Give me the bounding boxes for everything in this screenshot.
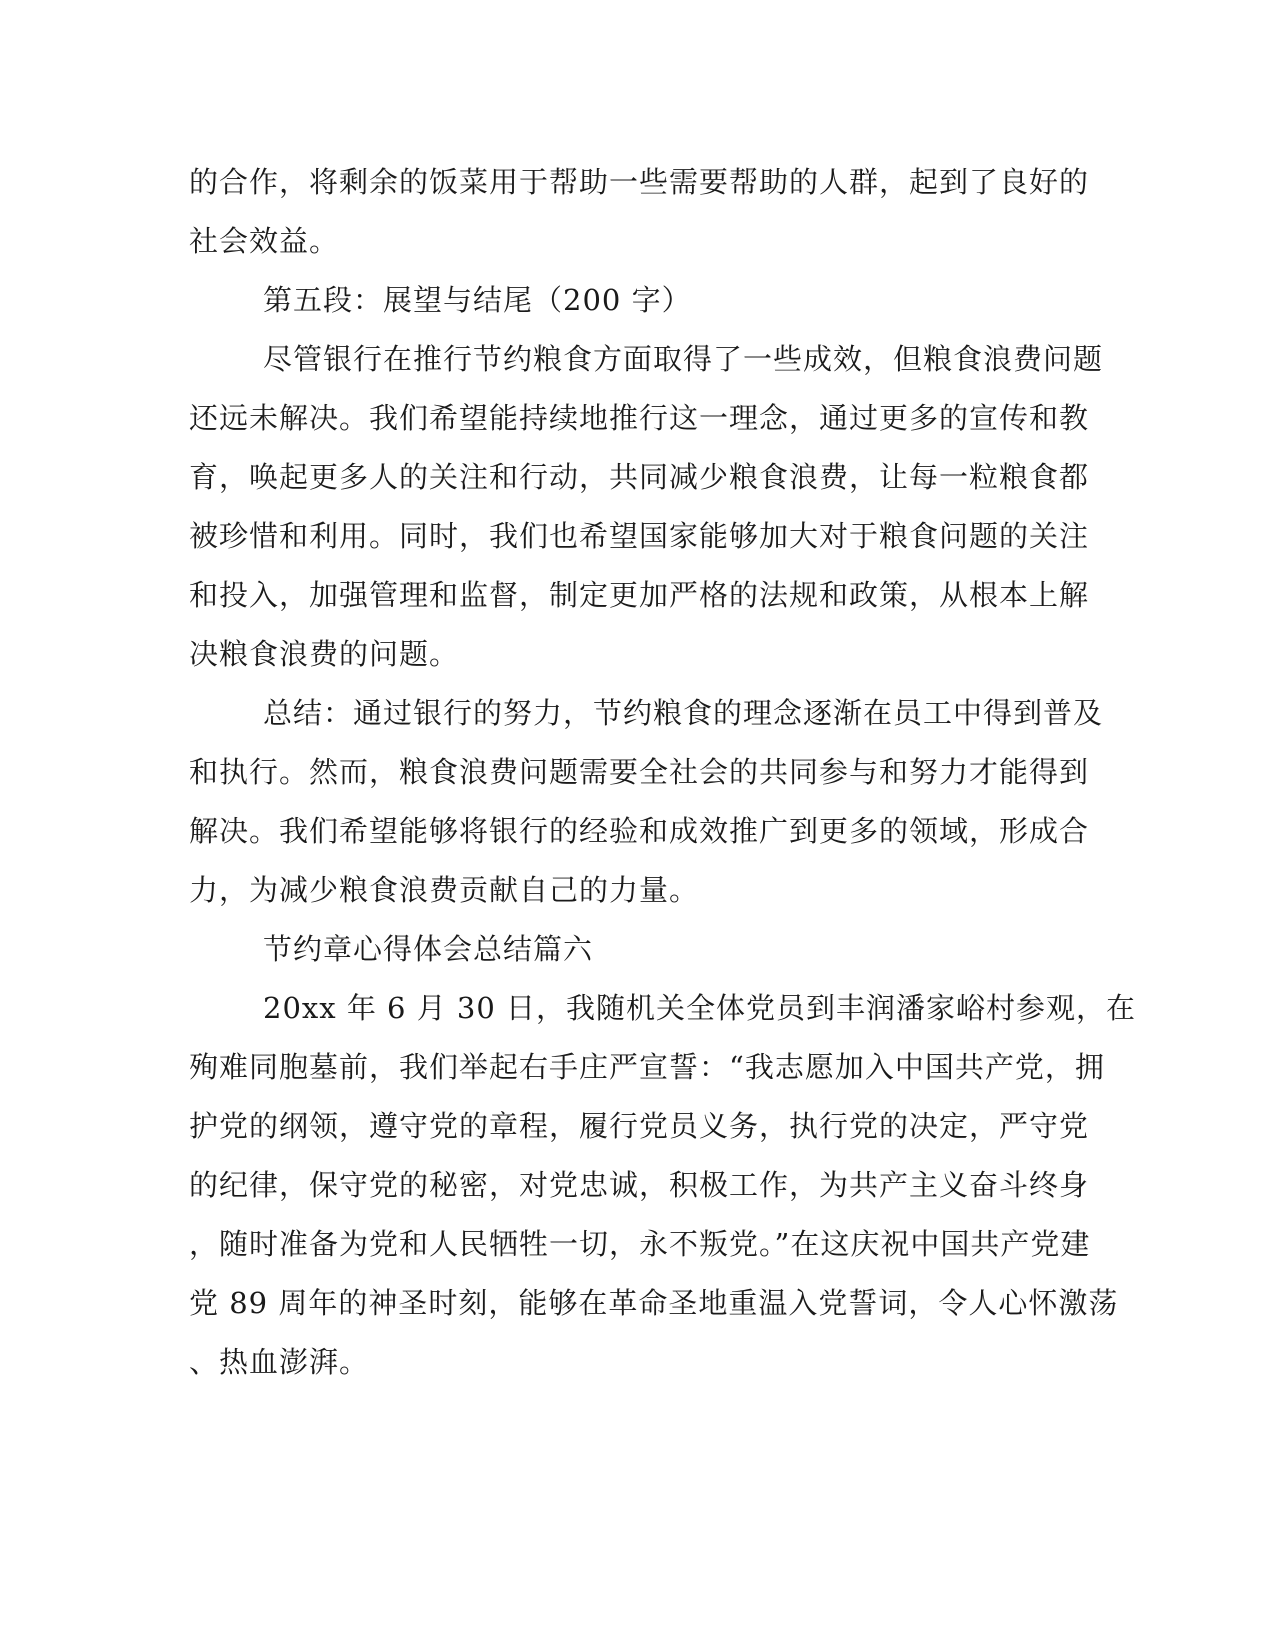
text-line: ，随时准备为党和人民牺牲一切，永不叛党。”在这庆祝中国共产党建 <box>189 1227 1091 1261</box>
text-line: 护党的纲领，遵守党的章程，履行党员义务，执行党的决定，严守党 <box>189 1109 1090 1143</box>
text-line: 还远未解决。我们希望能持续地推行这一理念，通过更多的宣传和教 <box>189 401 1090 435</box>
text-line: 被珍惜和利用。同时，我们也希望国家能够加大对于粮食问题的关注 <box>189 519 1090 553</box>
text-line: 的纪律，保守党的秘密，对党忠诚，积极工作，为共产主义奋斗终身 <box>189 1168 1090 1202</box>
text-line: 社会效益。 <box>189 224 340 258</box>
text-line: 20xx 年 6 月 30 日，我随机关全体党员到丰润潘家峪村参观，在 <box>263 991 1137 1025</box>
text-line: 育，唤起更多人的关注和行动，共同减少粮食浪费，让每一粒粮食都 <box>189 460 1090 494</box>
text-line: 力，为减少粮食浪费贡献自己的力量。 <box>189 873 700 907</box>
text-line: 、热血澎湃。 <box>189 1345 370 1379</box>
text-line: 解决。我们希望能够将银行的经验和成效推广到更多的领域，形成合 <box>189 814 1090 848</box>
text-line: 尽管银行在推行节约粮食方面取得了一些成效，但粮食浪费问题 <box>263 342 1104 376</box>
section-heading: 第五段：展望与结尾（200 字） <box>263 283 692 317</box>
text-line: 和执行。然而，粮食浪费问题需要全社会的共同参与和努力才能得到 <box>189 755 1090 789</box>
section-heading: 节约章心得体会总结篇六 <box>263 932 594 966</box>
text-line: 总结：通过银行的努力，节约粮食的理念逐渐在员工中得到普及 <box>263 696 1104 730</box>
text-line: 党 89 周年的神圣时刻，能够在革命圣地重温入党誓词，令人心怀激荡 <box>189 1286 1119 1320</box>
text-line: 的合作，将剩余的饭菜用于帮助一些需要帮助的人群，起到了良好的 <box>189 165 1090 199</box>
text-line: 殉难同胞墓前，我们举起右手庄严宣誓：“我志愿加入中国共产党，拥 <box>189 1050 1105 1084</box>
text-line: 和投入，加强管理和监督，制定更加严格的法规和政策，从根本上解 <box>189 578 1090 612</box>
text-line: 决粮食浪费的问题。 <box>189 637 460 671</box>
